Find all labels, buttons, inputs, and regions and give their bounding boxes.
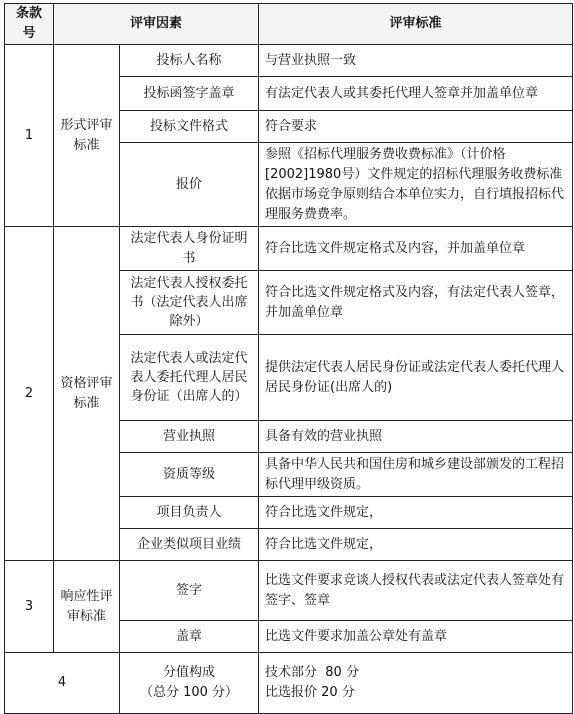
factor-cell: 报价 [120,143,259,227]
factor-cell [120,653,259,714]
standard-cell: 参照《招标代理服务费收费标准》（计价格[2002]1980号）文件规定的招标代理服务收费标准依据市场竞争原则结合本单位实力，自行填报招标代理服务费费率。 [259,143,573,227]
factor-cell: 法定代表人授权委托书（法定代表人出席除外） [120,271,259,335]
section-name: 形式评审标准 [54,45,120,227]
standard-cell: 具备中华人民共和国住房和城乡建设部颁发的工程招标代理甲级资质。 [259,453,573,497]
factor-cell: 签字 [120,561,259,621]
standard-cell: 符合比选文件规定， [259,497,573,529]
factor-cell: 企业类似项目业绩 [120,529,259,561]
standard-cell: 有法定代表人或其委托代理人签章并加盖单位章 [259,77,573,111]
factor-line: （总分 100 分） [139,685,239,700]
header-clause-no: 条款号 [5,4,54,45]
standard-cell: 与营业执照一致 [259,45,573,77]
score-technical: 技术部分 80 分 [265,665,359,680]
standard-cell: 提供法定代表人居民身份证或法定代表人委托代理人居民身份证(出席人的) [259,335,573,421]
score-price: 比选报价 20 分 [265,685,355,700]
table-row [5,45,573,77]
factor-line: 分值构成 [163,665,216,680]
header-factor: 评审因素 [54,4,259,45]
table-row [5,653,573,714]
factor-cell: 法定代表人或法定代表人委托代理人居民身份证（出席人的） [120,335,259,421]
standard-cell: 具备有效的营业执照 [259,421,573,453]
factor-cell: 投标函签字盖章 [120,77,259,111]
section-name: 资格评审标准 [54,227,120,561]
standard-cell [259,653,573,714]
factor-cell: 项目负责人 [120,497,259,529]
standard-cell: 比选文件要求竞谈人授权代表或法定代表人签章处有签字、签章 [259,561,573,621]
factor-cell: 投标文件格式 [120,111,259,143]
factor-cell: 投标人名称 [120,45,259,77]
section-name: 响应性评审标准 [54,561,120,653]
factor-cell: 盖章 [120,621,259,653]
clause-number: 1 [5,45,54,227]
factor-cell: 营业执照 [120,421,259,453]
standard-cell: 符合比选文件规定格式及内容，并加盖单位章 [259,227,573,271]
clause-number: 2 [5,227,54,561]
evaluation-table [4,3,573,714]
standard-cell: 符合比选文件规定格式及内容，有法定代表人签章，并加盖单位章 [259,271,573,335]
factor-cell: 资质等级 [120,453,259,497]
standard-cell: 比选文件要求加盖公章处有盖章 [259,621,573,653]
table-row [5,561,573,621]
clause-number: 4 [5,653,120,714]
header-row [5,4,573,45]
standard-cell: 符合比选文件规定， [259,529,573,561]
table-row [5,227,573,271]
factor-cell: 法定代表人身份证明书 [120,227,259,271]
header-standard: 评审标准 [259,4,573,45]
standard-cell: 符合要求 [259,111,573,143]
clause-number: 3 [5,561,54,653]
